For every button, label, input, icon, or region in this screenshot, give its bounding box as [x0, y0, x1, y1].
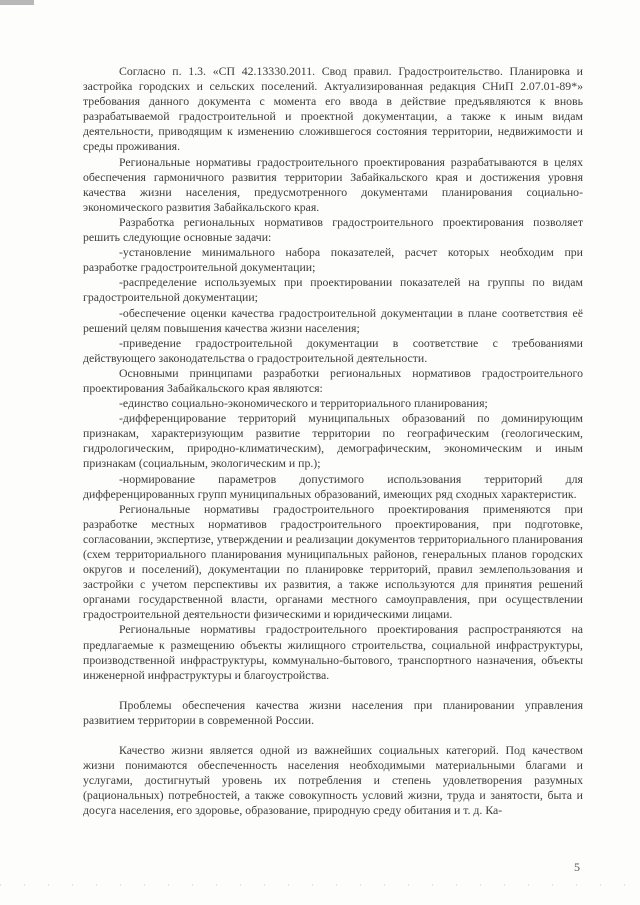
page-number: 5: [574, 860, 580, 874]
section-heading: Проблемы обеспечения качества жизни населения при планировании управления развитием территории в современной России.: [83, 697, 583, 727]
document-body: [83, 64, 583, 819]
principle-item-differentiation: -дифференцирование территорий муниципальных образований по доминирующим признакам, характеризующим развитие территории по географическим (геологическим, гидрологическим, природно-климатическим), демографическим, экономическим и иным признакам (социальным, экологическим и пр.);: [83, 411, 583, 471]
paragraph-sp-reference: Согласно п. 1.3. «СП 42.13330.2011. Свод правил. Градостроительство. Планировка и застройка городских и сельских поселений. Актуализированная редакция СНиП 2.07.01-89*» требования данного документа с момента его ввода в действие предъявляются к вновь разрабатываемой градостроительной и проектной документации, а также к иным видам деятельности, приводящим к изменению сложившегося состояния территории, недвижимости и среды проживания.: [83, 64, 583, 154]
scan-corner-mark: [0, 0, 34, 5]
paragraph-application: Региональные нормативы градостроительного проектирования применяются при разработке местных нормативов градостроительного проектирования, при подготовке, согласовании, экспертизе, утверждении и реализации документов территориального планирования (схем территориального планирования муниципальных районов, генеральных планов городских округов и поселений), документации по планировке территорий, правил землепользования и застройки с учетом перспективы их развития, а также используются для принятия решений органами государственной власти, органами местного самоуправления, при осуществлении градостроительной деятельности физическими и юридическими лицами.: [83, 501, 583, 622]
paragraph-principles-intro: Основными принципами разработки региональных нормативов градостроительного проектирования Забайкальского края являются:: [83, 365, 583, 395]
scan-noise-line: [0, 884, 640, 886]
paragraph-scope: Региональные нормативы градостроительного проектирования распространяются на предлагаемые к размещению объекты жилищного строительства, социальной инфраструктуры, производственной инфраструктуры, коммунально-бытового, транспортного назначения, объекты инженерной инфраструктуры и благоустройства.: [83, 622, 583, 682]
task-item-compliance: -приведение градостроительной документации в соответствие с требованиями действующего законодательства о градостроительной деятельности.: [83, 335, 583, 365]
task-item-minimal-indicators: -установление минимального набора показателей, расчет которых необходим при разработке градостроительной документации;: [83, 245, 583, 275]
task-item-quality-assessment: -обеспечение оценки качества градостроительной документации в плане соответствия её решений целям повышения качества жизни населения;: [83, 305, 583, 335]
principle-item-normalization: -нормирование параметров допустимого использования территорий для дифференцированных групп муниципальных образований, имеющих ряд сходных характеристик.: [83, 471, 583, 501]
principle-item-unity: -единство социально-экономического и территориального планирования;: [119, 396, 488, 411]
paragraph-tasks-intro: Разработка региональных нормативов градостроительного проектирования позволяет решить следующие основные задачи:: [83, 214, 583, 245]
task-item-distribution: -распределение используемых при проектировании показателей на группы по видам градостроительной документации;: [83, 275, 583, 305]
paragraph-quality-of-life: Качество жизни является одной из важнейших социальных категорий. Под качеством жизни понимаются обеспеченность населения необходимыми материальными благами и услугами, достигнутый уровень их потребления и степень удовлетворения разумных (рациональных) потребностей, а также совокупность условий жизни, труда и занятости, быта и досуга населения, его здоровье, образование, природную среду обитания и т. д. Ка-: [83, 743, 583, 818]
paragraph-regional-norms-purpose: Региональные нормативы градостроительного проектирования разрабатываются в целях обеспечения гармоничного развития территории Забайкальского края и достижения уровня качества жизни населения, предусмотренного документами планирования социально-экономического развития Забайкальского края.: [83, 154, 583, 214]
